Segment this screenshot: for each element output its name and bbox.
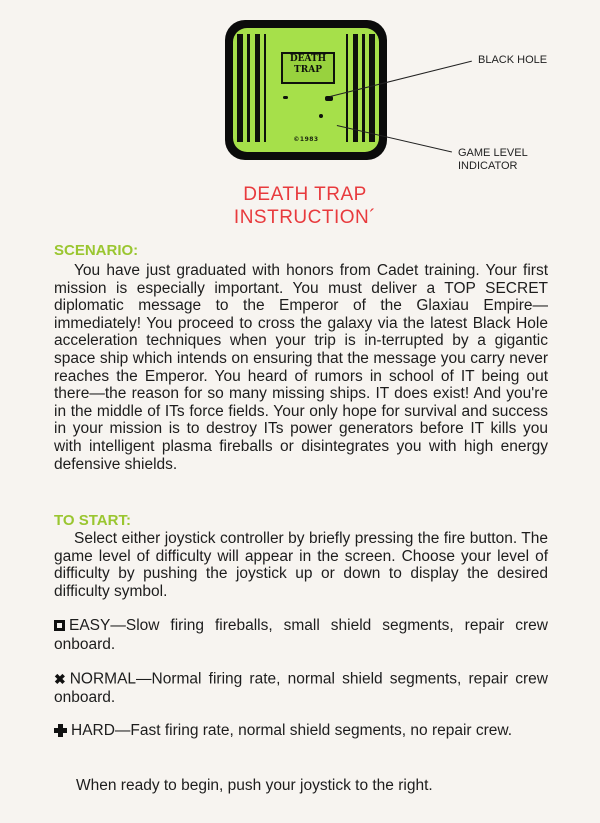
game-level-label — [458, 147, 528, 173]
death-trap-logo — [281, 52, 335, 84]
difficulty-easy — [54, 617, 548, 654]
ship-icon — [283, 96, 288, 99]
screen-copyright: ©1983 — [293, 136, 319, 143]
square-icon — [54, 620, 65, 631]
cross-icon — [54, 724, 67, 737]
black-hole-label: BLACK HOLE — [478, 54, 548, 66]
level-indicator-icon — [319, 114, 323, 118]
difficulty-normal — [54, 670, 548, 707]
difficulty-hard — [54, 722, 548, 741]
x-symbol-icon: ✖ — [54, 671, 66, 687]
to-start-text: Select either joystick controller by briefly pressing the fire button. The game level of difficulty will appear in the screen. Choose your level of difficulty by pushing the joystick up or down to display the desired difficulty symbol. — [54, 530, 548, 600]
game-level-label-line-2: INDICATOR — [458, 160, 518, 172]
difficulty-normal-text: NORMAL—Normal firing rate, normal shield segments, repair crew onboard. — [54, 670, 548, 706]
logo-line-2: TRAP — [294, 65, 322, 75]
page-title-line-1: DEATH TRAP — [243, 184, 367, 205]
black-hole-icon — [325, 96, 333, 101]
difficulty-hard-text: HARD—Fast firing rate, normal shield segments, no repair crew. — [71, 722, 513, 739]
scenario-heading: SCENARIO: — [54, 242, 139, 259]
page-title-line-2: INSTRUCTION´ — [233, 207, 377, 228]
closing-instruction: When ready to begin, push your joystick to the right. — [76, 777, 433, 794]
game-screen-illustration — [225, 20, 387, 160]
difficulty-easy-text: EASY—Slow firing fireballs, small shield segments, repair crew onboard. — [54, 617, 548, 653]
logo-line-1: DEATH — [289, 54, 327, 64]
scenario-text: You have just graduated with honors from Cadet training. Your first mission is especially important. You must deliver a TOP SECRET diplomatic message to the Emperor of the Glaxiau Empire—immediately! You proceed to cross the galaxy via the latest Black Hole acceleration techniques when your trip is in-terrupted by a gigantic space ship which intends on ensuring that the message you carry never reaches the Emperor. You heard of rumors in school of IT being out there—the reason for so many missing ships. IT does exist! And you're in the middle of ITs force fields. Your only hope for survival and success in your mission is to destroy ITs power generators before IT kills you with intelligent plasma fireballs or disintegrates you with high energy defensive shields. — [54, 262, 548, 473]
to-start-heading: TO START: — [54, 512, 131, 529]
game-level-label-line-1: GAME LEVEL — [458, 147, 528, 159]
